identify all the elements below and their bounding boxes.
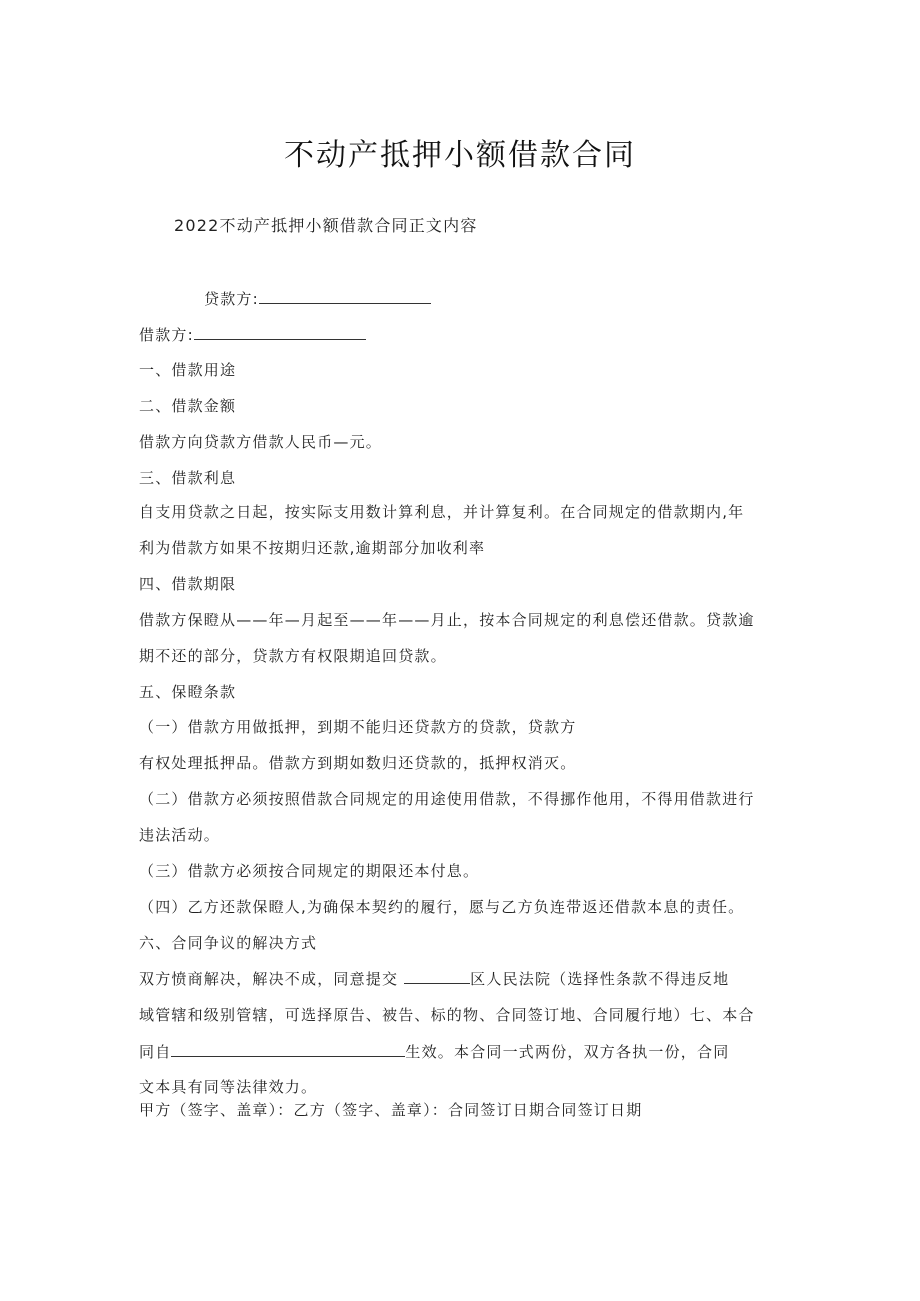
dispute-text-1a: 双方愤商解决，解决不成，同意提交 <box>139 970 405 988</box>
effect-text-2: 文本具有同等法律效力。 <box>139 1078 318 1096</box>
effect-text-1b: 生效。本合同一式两份，双方各执一份，合同 <box>405 1043 730 1061</box>
borrower-blank[interactable] <box>194 324 366 340</box>
lender-blank[interactable] <box>259 288 431 304</box>
document-title: 不动产抵押小额借款合同 <box>284 138 636 173</box>
guarantee-clause-3: （三）借款方必须按合同规定的期限还本付息。 <box>139 862 480 880</box>
dispute-text-2: 域管辖和级别管辖，可选择原告、被告、标的物、合同签订地、合同履行地）七、本合 <box>139 1006 755 1024</box>
interest-text-1: 自支用贷款之日起，按实际支用数计算利息，并计算复利。在合同规定的借款期内,年 <box>139 503 745 521</box>
term-text-2: 期不还的部分，贷款方有权限期追回贷款。 <box>139 647 447 665</box>
signature-line: 甲方（签字、盖章）：乙方（签字、盖章）：合同签订日期合同签订日期 <box>139 1101 643 1119</box>
lender-label: 贷款方: <box>204 290 259 308</box>
guarantee-clause-1b: 有权处理抵押品。借款方到期如数归还贷款的，抵押权消灭。 <box>139 754 577 772</box>
document-subtitle: 2022不动产抵押小额借款合同正文内容 <box>174 216 478 235</box>
interest-text-2: 利为借款方如果不按期归还款,逾期部分加收利率 <box>139 539 486 557</box>
amount-text: 借款方向贷款方借款人民币—元。 <box>139 433 383 451</box>
section-heading-amount: 二、借款金额 <box>139 397 237 415</box>
borrower-line <box>139 324 366 345</box>
guarantee-clause-2a: （二）借款方必须按照借款合同规定的用途使用借款，不得挪作他用，不得用借款进行 <box>139 790 755 808</box>
section-heading-purpose: 一、借款用途 <box>139 361 237 379</box>
borrower-label: 借款方: <box>139 326 194 344</box>
effect-text-1 <box>139 1041 729 1062</box>
effective-date-blank[interactable] <box>171 1041 405 1057</box>
section-heading-dispute: 六、合同争议的解决方式 <box>139 934 318 952</box>
dispute-text-1 <box>139 968 729 989</box>
lender-line <box>204 288 431 309</box>
section-heading-guarantee: 五、保瞪条款 <box>139 683 237 701</box>
guarantee-clause-1a: （一）借款方用做抵押，到期不能归还贷款方的贷款，贷款方 <box>139 718 577 736</box>
court-blank[interactable] <box>404 968 470 984</box>
dispute-text-1b: 区人民法院（选择性条款不得违反地 <box>470 970 730 988</box>
guarantee-clause-4: （四）乙方还款保瞪人,为确保本契约的履行，愿与乙方负连带返还借款本息的责任。 <box>139 898 745 916</box>
section-heading-term: 四、借款期限 <box>139 575 237 593</box>
guarantee-clause-2b: 违法活动。 <box>139 826 221 844</box>
term-text-1: 借款方保瞪从——年—月起至——年——月止，按本合同规定的利息偿还借款。贷款逾 <box>139 611 755 629</box>
section-heading-interest: 三、借款利息 <box>139 469 237 487</box>
effect-text-1a: 同自 <box>139 1043 172 1061</box>
